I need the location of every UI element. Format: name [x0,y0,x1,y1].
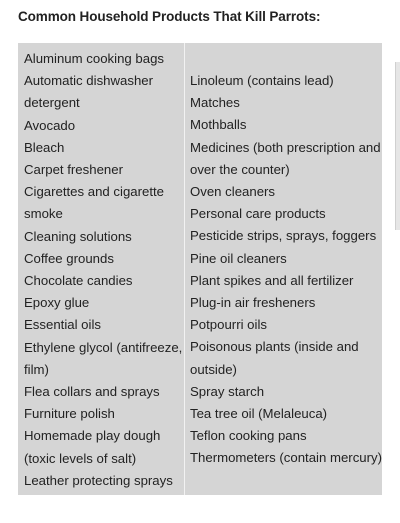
page-title: Common Household Products That Kill Parrots: [18,9,321,24]
list-item: Flea collars and sprays [24,384,160,400]
list-item: Essential oils [24,317,101,333]
list-item: Coffee grounds [24,250,114,266]
list-item: Potpourri oils [190,317,267,333]
list-item: Furniture polish [24,406,115,422]
list-item: Cigarettes and cigarette [24,184,165,200]
products-table [18,43,382,495]
list-item: Homemade play dough [24,428,161,444]
list-item: (toxic levels of salt) [24,450,137,466]
list-item: detergent [24,95,80,111]
list-item: film) [24,361,49,377]
list-item: smoke [24,206,63,222]
list-item: Avocado [24,117,76,133]
list-item: Epoxy glue [24,295,90,311]
list-item: outside) [190,361,237,377]
list-item: Matches [190,95,240,111]
right-column-list [190,43,382,470]
right-column [185,43,382,495]
list-item: Mothballs [190,117,247,133]
left-column [18,43,184,495]
list-item: Pesticide strips, sprays, foggers [190,228,377,244]
list-item: Personal care products [190,206,326,222]
list-item: over the counter) [190,161,290,177]
list-item: Automatic dishwasher [24,73,154,89]
list-item: Aluminum cooking bags [24,51,165,66]
list-item: Pine oil cleaners [190,250,287,266]
list-item: Poisonous plants (inside and [190,339,359,355]
list-item: Medicines (both prescription and [190,139,381,155]
list-item: Oven cleaners [190,184,276,200]
list-item: Ethylene glycol (antifreeze, [24,339,183,355]
list-item: Chocolate candies [24,273,133,289]
list-item: Tea tree oil (Melaleuca) [190,406,328,422]
list-item: Leather protecting sprays [24,472,173,488]
list-item: Bleach [24,139,65,155]
list-item: Thermometers (contain mercury) [190,450,382,466]
scrollbar[interactable] [395,62,400,230]
list-item: Spray starch [190,383,265,399]
left-column-list [24,43,184,492]
list-item: Plant spikes and all fertilizer [190,272,354,288]
list-item: Plug-in air fresheners [190,295,316,311]
list-item: Linoleum (contains lead) [190,73,334,88]
list-item: Teflon cooking pans [190,428,307,444]
list-item: Carpet freshener [24,162,123,178]
list-item: Cleaning solutions [24,228,132,244]
